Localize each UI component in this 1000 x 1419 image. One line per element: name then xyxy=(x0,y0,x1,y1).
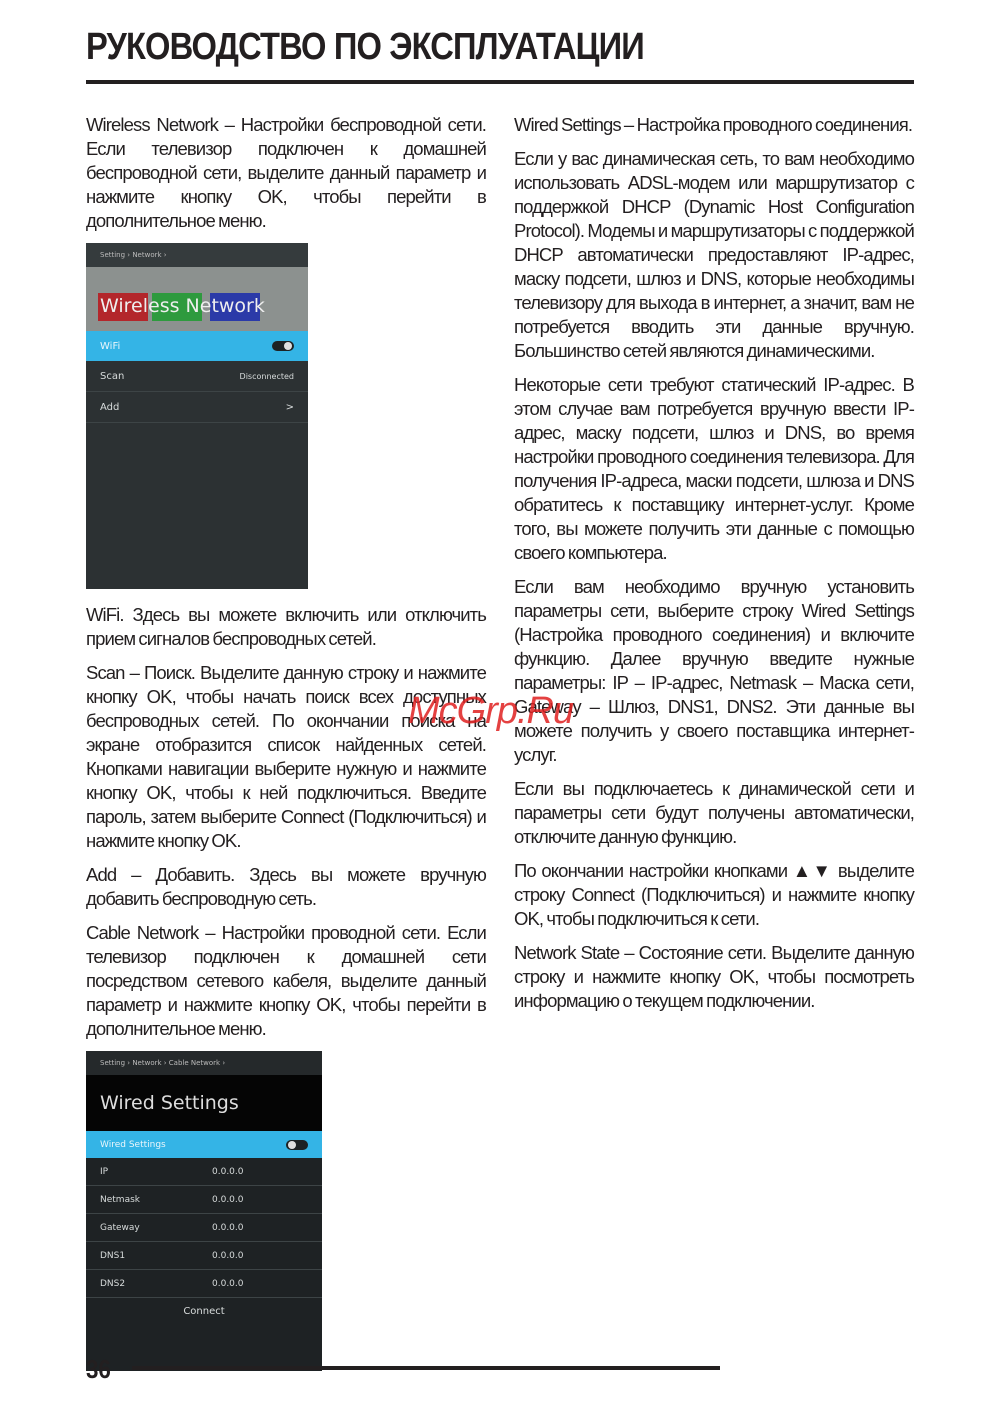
row-label: Gateway xyxy=(100,1222,140,1233)
add-row[interactable] xyxy=(86,392,308,423)
wired-settings-screenshot xyxy=(86,1051,322,1371)
page-title: РУКОВОДСТВО ПО ЭКСПЛУАТАЦИИ xyxy=(86,26,644,68)
connect-button[interactable]: Connect xyxy=(183,1306,225,1317)
scan-row[interactable] xyxy=(86,361,308,392)
gateway-row[interactable] xyxy=(86,1214,322,1242)
row-value: 0.0.0.0 xyxy=(212,1222,244,1233)
breadcrumb: Setting › Network › Cable Network › xyxy=(86,1051,322,1075)
watermark: McGrp.Ru xyxy=(408,690,574,732)
row-value: Disconnected xyxy=(239,371,294,381)
netmask-row[interactable] xyxy=(86,1186,322,1214)
chevron-right-icon: > xyxy=(285,401,294,413)
dns1-row[interactable] xyxy=(86,1242,322,1270)
paragraph: Wireless Network – Настройки беспроводной сети. Если телевизор подключен к домашней беспроводной сети, выделите данный параметр и нажмите кнопку OK, чтобы перейти в дополнительное меню. xyxy=(86,114,486,231)
screen-title: Wired Settings xyxy=(86,1075,322,1131)
paragraph: Если вы подключаетесь к динамической сети и параметры сети будут получены автоматически, отключите данную функцию. xyxy=(514,778,914,847)
paragraph: Если у вас динамическая сеть, то вам необходимо использовать ADSL-модем или маршрутизатор с поддержкой DHCP (Dynamic Host Configuration Protocol). Модемы и маршрутизаторы с поддержкой DHCP автоматически предоставляют IP-адрес, маску подсети, шлюз и DNS, которые необходимы телевизору для выхода в интернет, а значит, вам не потребуется вводить эти данные вручную. Большинство сетей являются динамическими. xyxy=(514,148,914,361)
wired-settings-toggle-row[interactable] xyxy=(86,1131,322,1158)
row-label: DNS1 xyxy=(100,1250,126,1261)
row-value: 0.0.0.0 xyxy=(212,1194,244,1205)
row-label: Scan xyxy=(100,370,125,382)
paragraph: По окончании настройки кнопками ▲▼ выделите строку Connect (Подключиться) и нажмите кнопку OK, чтобы подключиться к сети. xyxy=(514,860,914,929)
row-label: WiFi xyxy=(100,340,121,352)
wireless-network-screenshot xyxy=(86,243,308,589)
screen-title: Wireless Network xyxy=(100,295,265,317)
left-column xyxy=(86,113,486,1385)
toggle-icon[interactable] xyxy=(272,341,294,351)
ip-row[interactable] xyxy=(86,1158,322,1186)
row-label: Add xyxy=(100,401,120,413)
header-rule xyxy=(86,80,914,84)
footer-rule xyxy=(132,1366,720,1370)
dns2-row[interactable] xyxy=(86,1270,322,1298)
paragraph: Add – Добавить. Здесь вы можете вручную добавить беспроводную сеть. xyxy=(86,864,486,909)
breadcrumb: Setting › Network › xyxy=(86,243,308,267)
row-label: Netmask xyxy=(100,1194,140,1205)
row-label: DNS2 xyxy=(100,1278,126,1289)
row-label: IP xyxy=(100,1166,109,1177)
paragraph: Cable Network – Настройки проводной сети. Если телевизор подключен к домашней сети посредством сетевого кабеля, выделите данный параметр и нажмите кнопку OK, чтобы перейти в дополнительное меню. xyxy=(86,922,486,1039)
right-column xyxy=(514,113,914,1023)
row-label: Wired Settings xyxy=(100,1139,166,1150)
toggle-icon[interactable] xyxy=(286,1140,308,1150)
page-number: 36 xyxy=(86,1354,111,1384)
row-value: 0.0.0.0 xyxy=(212,1250,244,1261)
row-value: 0.0.0.0 xyxy=(212,1278,244,1289)
paragraph: WiFi. Здесь вы можете включить или отключить прием сигналов беспроводных сетей. xyxy=(86,604,486,649)
screen-header xyxy=(86,267,308,331)
wifi-row[interactable] xyxy=(86,331,308,361)
paragraph: Network State – Состояние сети. Выделите данную строку и нажмите кнопку OK, чтобы посмотреть информацию о текущем подключении. xyxy=(514,942,914,1011)
paragraph: Wired Settings – Настройка проводного соединения. xyxy=(514,114,913,135)
paragraph: Некоторые сети требуют статический IP-адрес. В этом случае вам потребуется вручную ввести IP-адрес, маску подсети, шлюз и DNS, во время настройки проводного соединения телевизора. Для получения IP-адреса, маски подсети, шлюза и DNS обратитесь к поставщику интернет-услуг. Кроме того, вы можете получить эти данные с помощью своего компьютера. xyxy=(514,374,914,563)
paragraph: Scan – Поиск. Выделите данную строку и нажмите кнопку OK, чтобы начать поиск всех доступных беспроводных сетей. По окончании поиска на экране отобразится список найденных сетей. Кнопками навигации выберите нужную и нажмите кнопку OK, чтобы к ней подключиться. Введите пароль, затем выберите Connect (Подключиться) и нажмите кнопку OK. xyxy=(86,662,486,851)
row-value: 0.0.0.0 xyxy=(212,1166,244,1177)
paragraph: Если вам необходимо вручную установить параметры сети, выберите строку Wired Settings (Настройка проводного соединения) и включите функцию. Далее вручную введите нужные параметры: IP – IP-адрес, Netmask – Маска сети, Gateway – Шлюз, DNS1, DNS2. Эти данные вы можете получить у своего поставщика интернет-услуг. xyxy=(514,576,914,765)
